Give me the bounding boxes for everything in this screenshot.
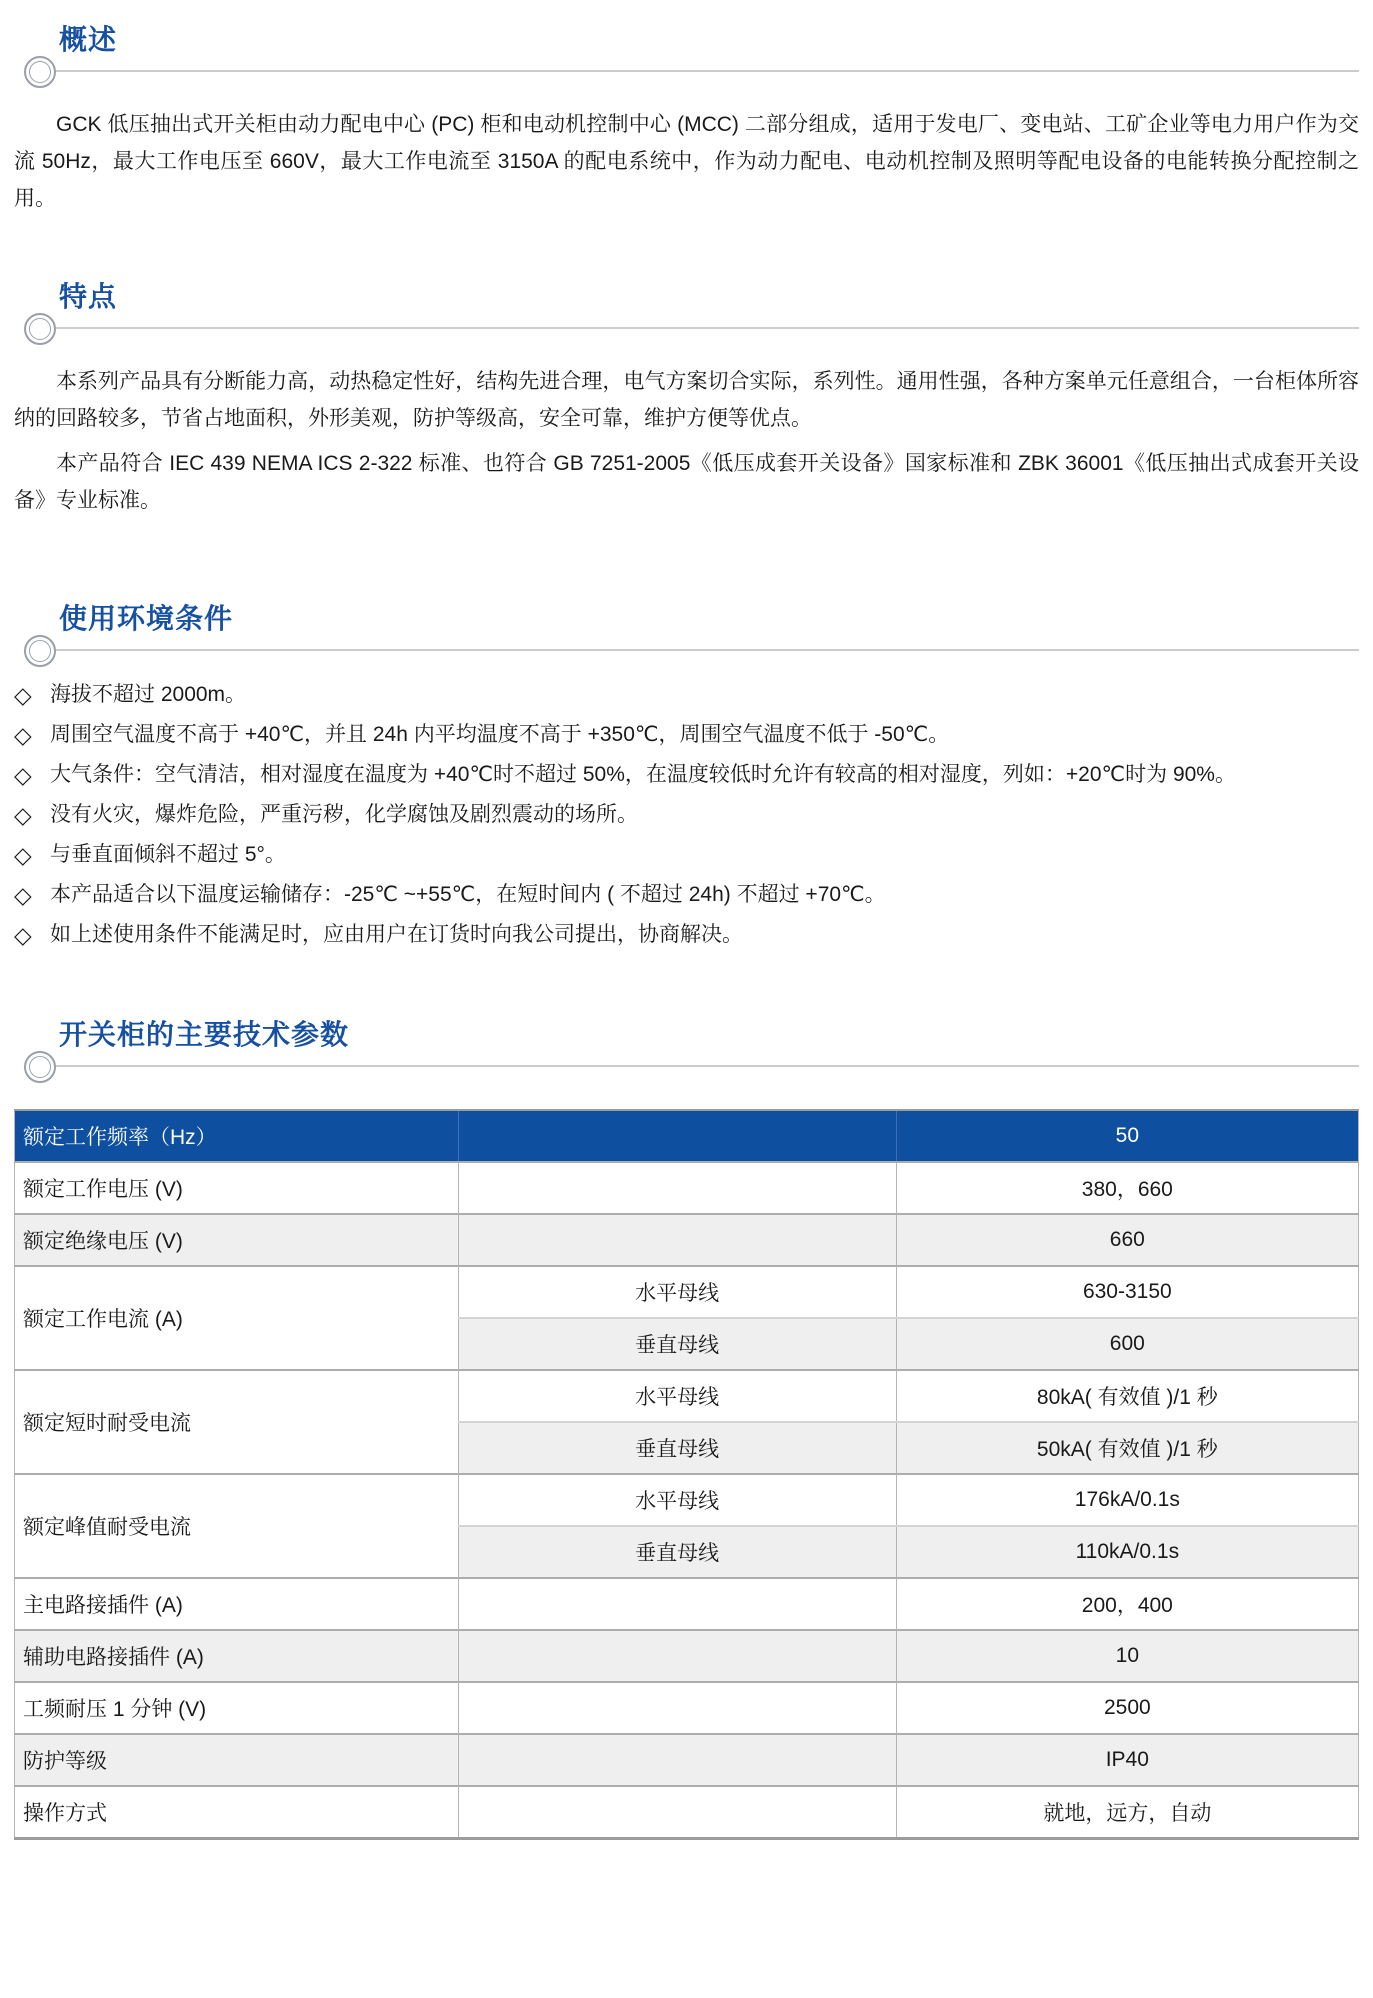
- param-label: 辅助电路接插件 (A): [15, 1630, 459, 1682]
- list-item: [14, 681, 1359, 709]
- list-item: [14, 761, 1359, 789]
- table-row: [15, 1266, 1359, 1318]
- list-item: [14, 801, 1359, 829]
- diamond-icon: ◇: [14, 682, 32, 708]
- param-label: 额定工作频率（Hz）: [15, 1110, 459, 1162]
- param-value: 就地，远方，自动: [896, 1786, 1358, 1839]
- param-sub: [458, 1162, 896, 1214]
- condition-text: 大气条件：空气清洁，相对湿度在温度为 +40℃时不超过 50%，在温度较低时允许有较高的相对湿度，列如：+20℃时为 90%。: [50, 763, 1236, 786]
- section-header-environment: [14, 603, 1359, 665]
- param-sub: [458, 1578, 896, 1630]
- table-header-row: [15, 1110, 1359, 1162]
- diamond-icon: ◇: [14, 882, 32, 908]
- param-value: 176kA/0.1s: [896, 1474, 1358, 1526]
- list-item: [14, 881, 1359, 909]
- table-row: [15, 1734, 1359, 1786]
- diamond-icon: ◇: [14, 722, 32, 748]
- diamond-icon: ◇: [14, 842, 32, 868]
- param-value: 2500: [896, 1682, 1358, 1734]
- header-rule: [42, 1065, 1359, 1067]
- param-sub: [458, 1214, 896, 1266]
- diamond-icon: ◇: [14, 802, 32, 828]
- header-rule: [42, 70, 1359, 72]
- parameters-table: [14, 1109, 1359, 1840]
- header-rule: [42, 649, 1359, 651]
- param-value: 660: [896, 1214, 1358, 1266]
- overview-paragraph: GCK 低压抽出式开关柜由动力配电中心 (PC) 柜和电动机控制中心 (MCC) 二部分组成，适用于发电厂、变电站、工矿企业等电力用户作为交流 50Hz，最大工作电压至 660V，最大工作电流至 3150A 的配电系统中，作为动力配电、电动机控制及照明等配电设备的电能转换分配控制之用。: [14, 113, 1359, 210]
- param-label: 防护等级: [15, 1734, 459, 1786]
- param-value: 380，660: [896, 1162, 1358, 1214]
- ring-icon: [24, 313, 56, 345]
- section-title-environment: 使用环境条件: [59, 603, 234, 634]
- table-row: [15, 1474, 1359, 1526]
- param-label: 操作方式: [15, 1786, 459, 1839]
- param-sub: [458, 1786, 896, 1839]
- list-item: [14, 921, 1359, 949]
- param-label: 工频耐压 1 分钟 (V): [15, 1682, 459, 1734]
- param-value: 80kA( 有效值 )/1 秒: [896, 1370, 1358, 1422]
- param-sub: [458, 1630, 896, 1682]
- table-row: [15, 1214, 1359, 1266]
- condition-text: 周围空气温度不高于 +40℃，并且 24h 内平均温度不高于 +350℃，周围空气温度不低于 -50℃。: [50, 723, 950, 746]
- diamond-icon: ◇: [14, 762, 32, 788]
- param-sub: [458, 1734, 896, 1786]
- ring-icon: [24, 1051, 56, 1083]
- param-label: 额定短时耐受电流: [15, 1370, 459, 1474]
- ring-icon: [24, 56, 56, 88]
- param-sub: 垂直母线: [458, 1526, 896, 1578]
- list-item: [14, 721, 1359, 749]
- table-row: [15, 1578, 1359, 1630]
- table-row: [15, 1630, 1359, 1682]
- diamond-icon: ◇: [14, 922, 32, 948]
- param-value: 50: [896, 1110, 1358, 1162]
- param-sub: 水平母线: [458, 1370, 896, 1422]
- section-title-features: 特点: [59, 281, 118, 312]
- features-paragraph: 本产品符合 IEC 439 NEMA ICS 2-322 标准、也符合 GB 7251-2005《低压成套开关设备》国家标准和 ZBK 36001《低压抽出式成套开关设备》专业标准。: [14, 452, 1359, 512]
- condition-text: 海拔不超过 2000m。: [50, 683, 247, 706]
- condition-text: 如上述使用条件不能满足时，应由用户在订货时向我公司提出，协商解决。: [50, 923, 743, 946]
- param-value: 50kA( 有效值 )/1 秒: [896, 1422, 1358, 1474]
- param-sub: [458, 1110, 896, 1162]
- table-row: [15, 1162, 1359, 1214]
- section-header-overview: [14, 24, 1359, 86]
- environment-conditions-list: [14, 681, 1359, 949]
- param-value: 200，400: [896, 1578, 1358, 1630]
- condition-text: 与垂直面倾斜不超过 5°。: [50, 843, 286, 866]
- ring-icon: [24, 635, 56, 667]
- param-value: 600: [896, 1318, 1358, 1370]
- param-sub: 水平母线: [458, 1474, 896, 1526]
- table-row: [15, 1786, 1359, 1839]
- features-paragraph: 本系列产品具有分断能力高，动热稳定性好，结构先进合理，电气方案切合实际，系列性。通用性强，各种方案单元任意组合，一台柜体所容纳的回路较多，节省占地面积，外形美观，防护等级高，安全可靠，维护方便等优点。: [14, 370, 1359, 430]
- header-rule: [42, 327, 1359, 329]
- param-label: 额定工作电压 (V): [15, 1162, 459, 1214]
- table-row: [15, 1682, 1359, 1734]
- param-label: 额定工作电流 (A): [15, 1266, 459, 1370]
- list-item: [14, 841, 1359, 869]
- table-row: [15, 1370, 1359, 1422]
- param-sub: 垂直母线: [458, 1318, 896, 1370]
- condition-text: 本产品适合以下温度运输储存：-25℃ ~+55℃，在短时间内 ( 不超过 24h) 不超过 +70℃。: [50, 883, 886, 906]
- param-sub: [458, 1682, 896, 1734]
- param-sub: 垂直母线: [458, 1422, 896, 1474]
- section-header-features: [14, 281, 1359, 343]
- param-value: 110kA/0.1s: [896, 1526, 1358, 1578]
- param-value: 630-3150: [896, 1266, 1358, 1318]
- param-label: 额定绝缘电压 (V): [15, 1214, 459, 1266]
- bottom-whitespace: [14, 1840, 1359, 1998]
- param-label: 额定峰值耐受电流: [15, 1474, 459, 1578]
- param-value: 10: [896, 1630, 1358, 1682]
- condition-text: 没有火灾，爆炸危险，严重污秽，化学腐蚀及剧烈震动的场所。: [50, 803, 638, 826]
- section-header-parameters: [14, 1019, 1359, 1081]
- param-label: 主电路接插件 (A): [15, 1578, 459, 1630]
- section-title-parameters: 开关柜的主要技术参数: [59, 1019, 350, 1050]
- section-title-overview: 概述: [59, 24, 118, 55]
- param-value: IP40: [896, 1734, 1358, 1786]
- param-sub: 水平母线: [458, 1266, 896, 1318]
